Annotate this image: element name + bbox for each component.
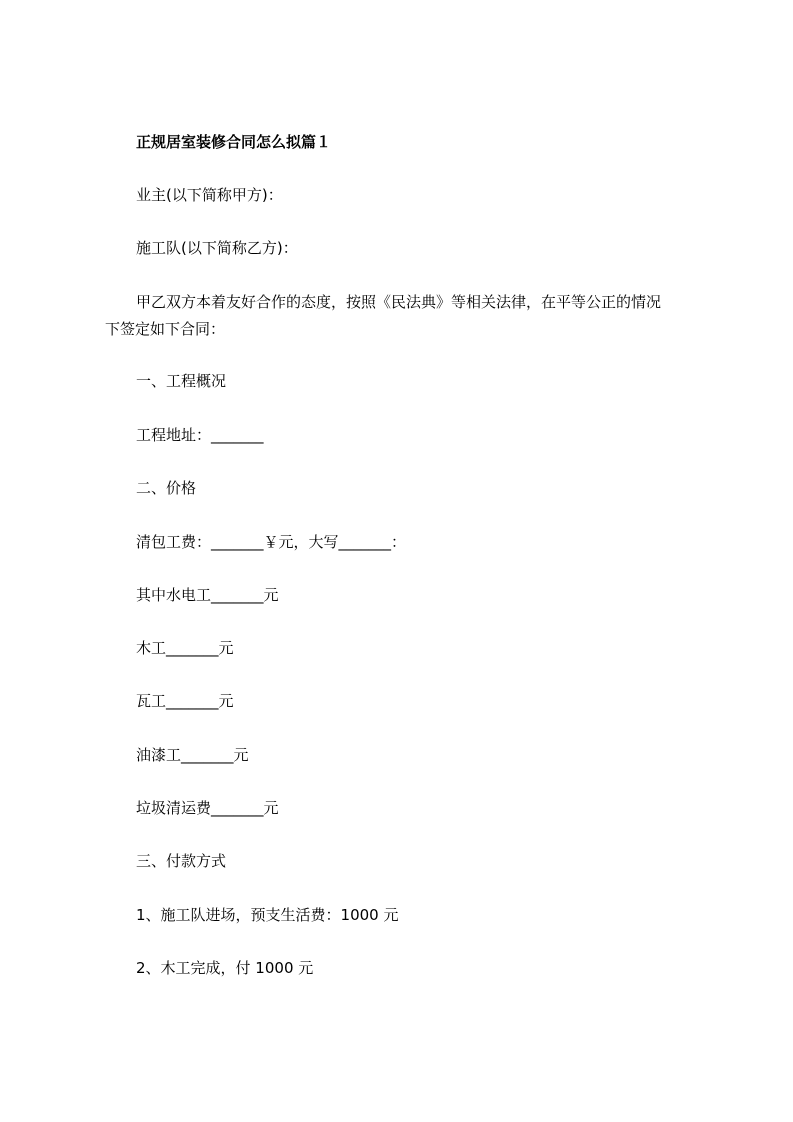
- owner-line: 业主(以下简称甲方)：: [136, 186, 283, 204]
- tiling-line: 瓦工_______元: [136, 692, 234, 710]
- painting-line: 油漆工_______元: [136, 746, 249, 764]
- contractor-line: 施工队(以下简称乙方)：: [136, 239, 298, 257]
- document-title: 正规居室装修合同怎么拟篇１: [136, 133, 332, 151]
- section-heading-price: 二、价格: [136, 479, 197, 497]
- section-heading-payment: 三、付款方式: [136, 852, 227, 870]
- plumbing-electric-line: 其中水电工_______元: [136, 586, 279, 604]
- labor-cost-line: 清包工费：_______￥元，大写_______：: [136, 533, 407, 551]
- intro-line-1: 甲乙双方本着友好合作的态度，按照《民法典》等相关法律，在平等公正的情况: [136, 293, 662, 311]
- intro-paragraph: [105, 291, 705, 340]
- project-address-line: 工程地址：_______: [136, 426, 264, 444]
- payment-item-1: 1、施工队进场，预支生活费：1000 元: [136, 906, 399, 924]
- payment-item-2: 2、木工完成，付 1000 元: [136, 959, 314, 977]
- section-heading-overview: 一、工程概况: [136, 372, 227, 390]
- intro-line-2: 下签定如下合同：: [105, 320, 226, 338]
- carpentry-line: 木工_______元: [136, 639, 234, 657]
- waste-removal-line: 垃圾清运费_______元: [136, 799, 279, 817]
